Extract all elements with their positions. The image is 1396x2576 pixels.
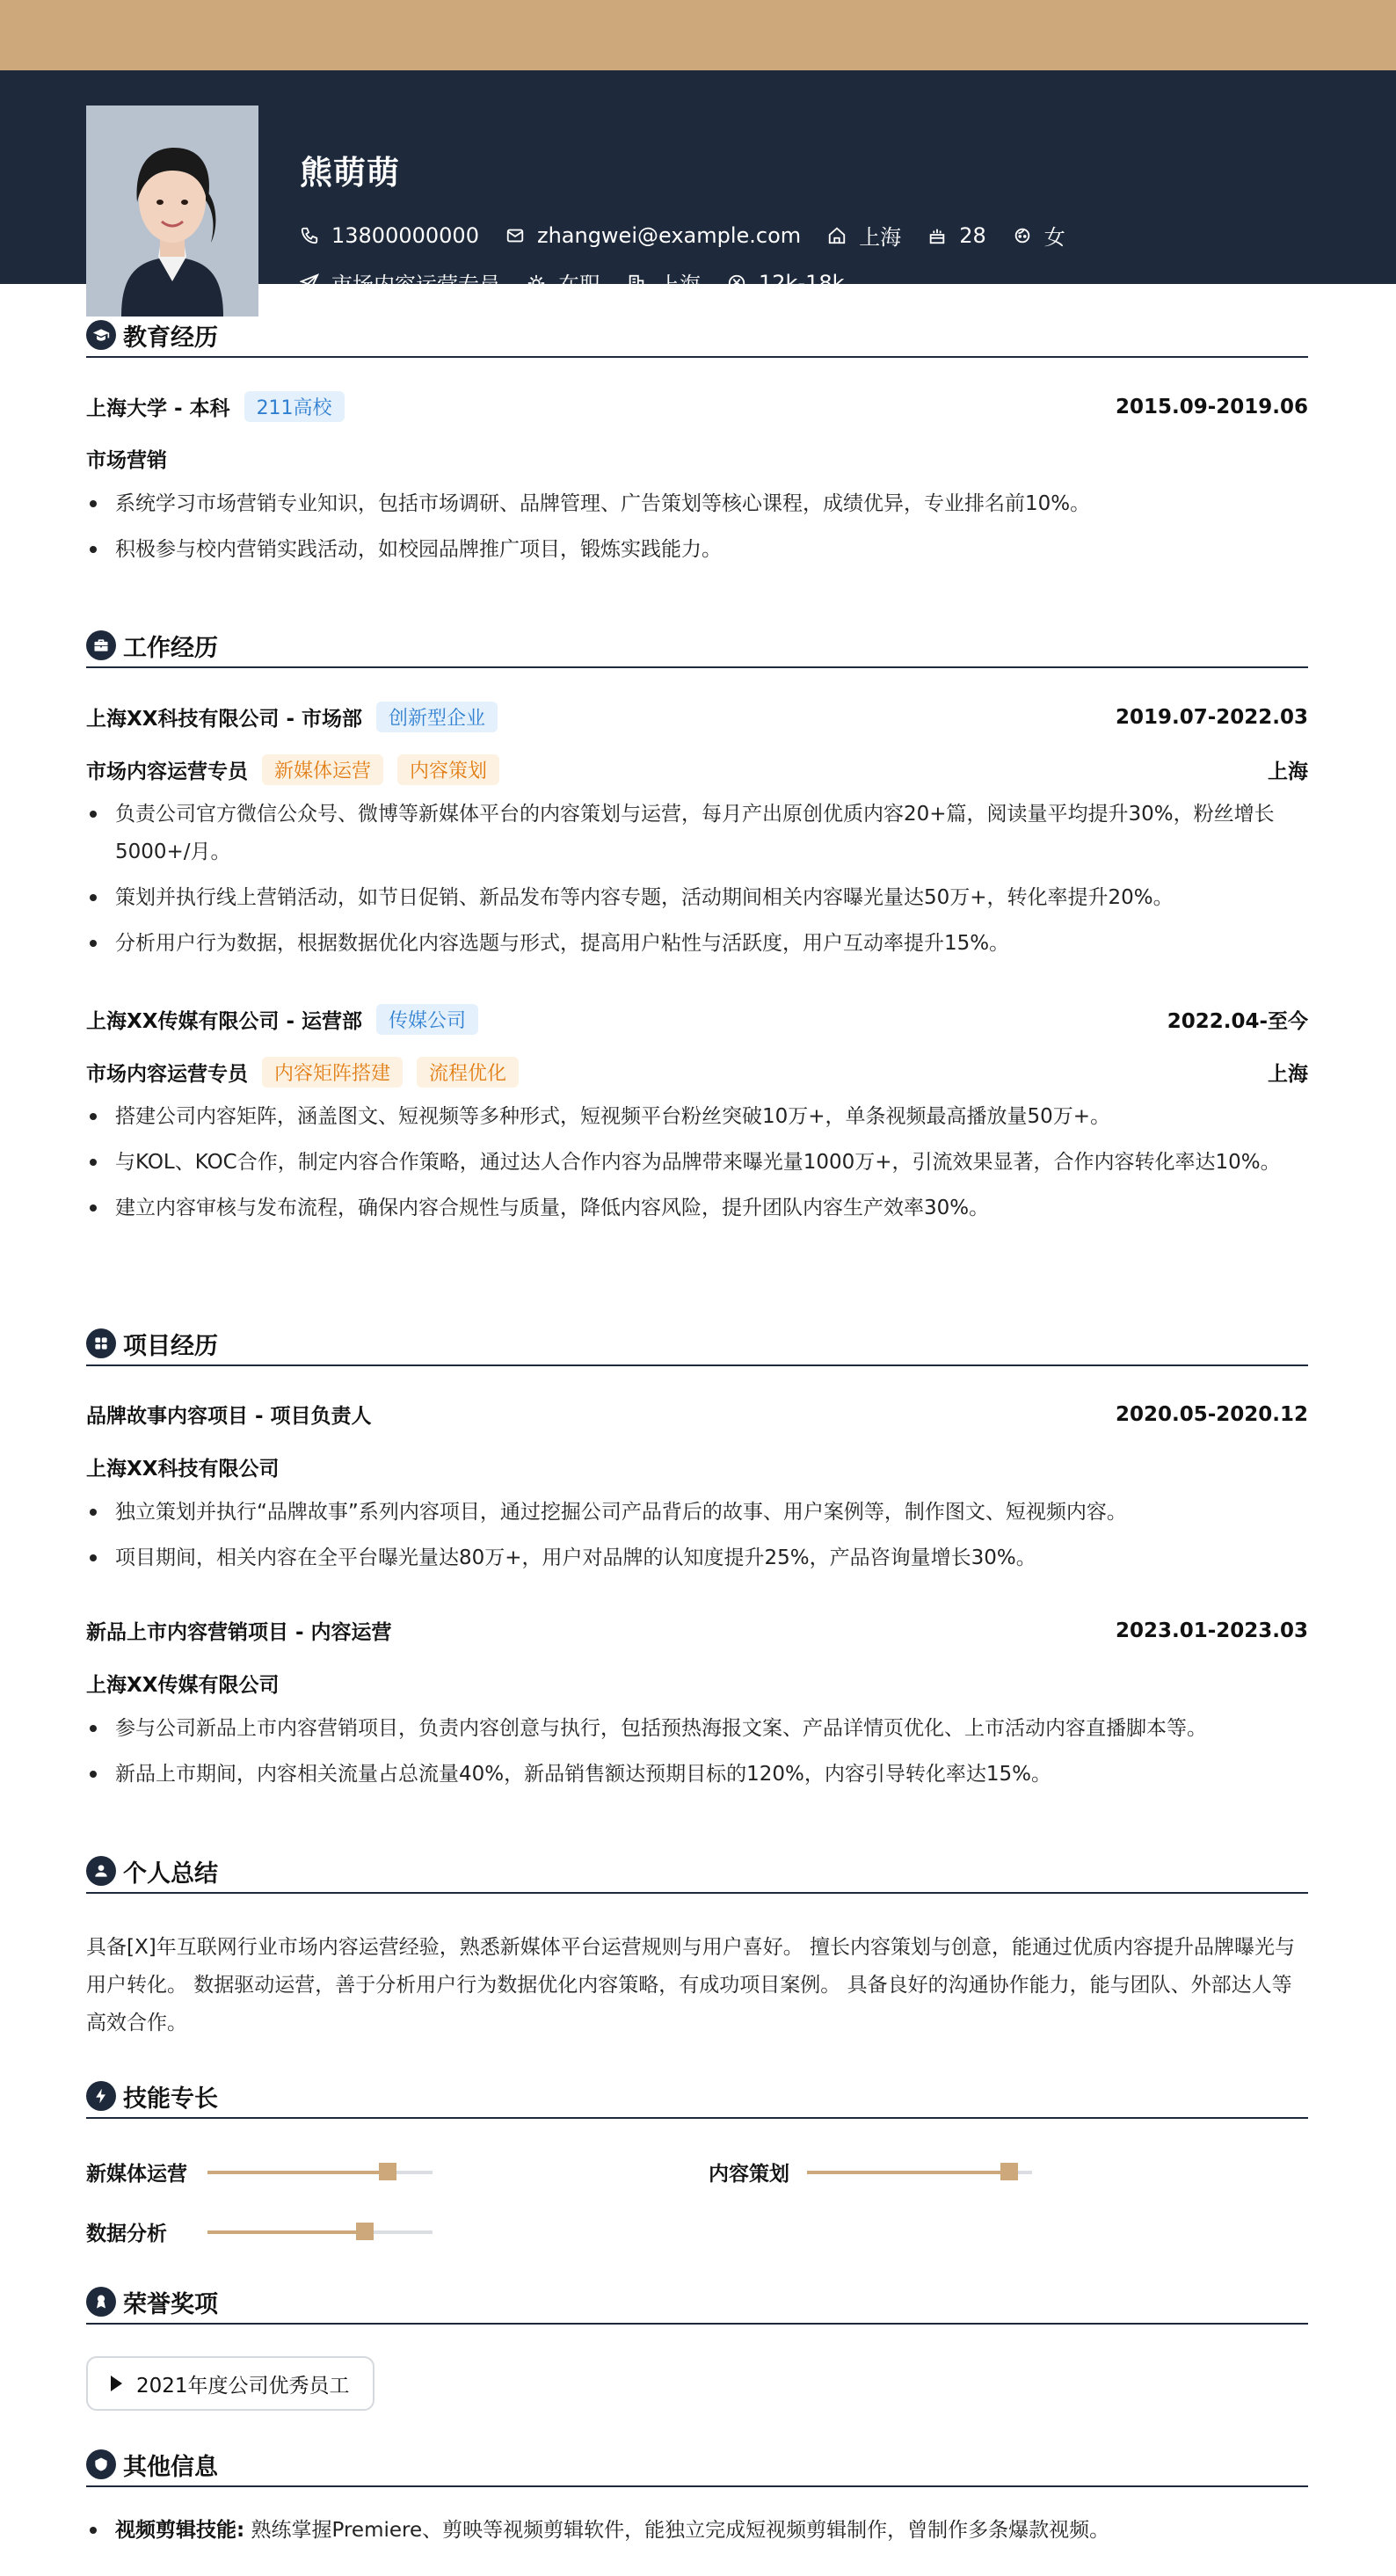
role-tag: 内容矩阵搭建 xyxy=(262,1057,403,1088)
list-item: 搭建公司内容矩阵，涵盖图文、短视频等多种形式，短视频平台粉丝突破10万+，单条视频最高播放量50万+。 xyxy=(86,1098,1308,1136)
skill-item xyxy=(86,2217,433,2246)
list-item: 与KOL、KOC合作，制定内容合作策略，通过达人合作内容为品牌带来曝光量1000万+，引流效果显著，合作内容转化率达10%。 xyxy=(86,1144,1308,1182)
job-role: 市场内容运营专员 xyxy=(86,760,248,783)
project-company: 上海XX科技有限公司 xyxy=(86,1458,280,1481)
section-title: 教育经历 xyxy=(123,324,218,352)
education-major-row xyxy=(86,444,1308,473)
city-text: 上海 xyxy=(859,225,902,250)
phone-icon xyxy=(300,226,319,245)
candidate-name: 熊萌萌 xyxy=(300,154,400,192)
summary-heading xyxy=(86,1850,1308,1894)
briefcase-icon xyxy=(86,630,116,660)
job-2-bullets xyxy=(86,1098,1308,1227)
other-heading xyxy=(86,2443,1308,2487)
section-title: 荣誉奖项 xyxy=(123,2290,218,2318)
job-date: 2022.04-至今 xyxy=(1167,1010,1308,1033)
school-name: 上海大学 - 本科 xyxy=(86,397,230,420)
city-info xyxy=(827,220,901,251)
lightning-icon xyxy=(86,2081,116,2111)
other-text: 熟练掌握Premiere、剪映等视频剪辑软件，能独立完成短视频剪辑制作，曾制作多条爆款视频。 xyxy=(251,2519,1110,2542)
skill-bar xyxy=(207,2171,433,2174)
projects-section xyxy=(86,1322,1308,1786)
award-item xyxy=(86,2356,374,2411)
status-info xyxy=(527,267,600,298)
yen-icon xyxy=(727,273,746,293)
project-2-bullets xyxy=(86,1710,1308,1794)
send-icon xyxy=(300,273,319,293)
work-city-text: 上海 xyxy=(658,273,701,297)
salary-text: 12k-18k xyxy=(759,270,845,295)
job-1-role-row xyxy=(86,754,1308,785)
skills-section xyxy=(86,2075,1308,2245)
job-2-header xyxy=(86,1004,1308,1035)
salary-info xyxy=(727,271,845,295)
skill-item xyxy=(86,2158,433,2187)
role-tag: 流程优化 xyxy=(417,1057,519,1088)
job-date: 2019.07-2022.03 xyxy=(1115,705,1308,729)
job-1-bullets xyxy=(86,796,1308,963)
project-name: 新品上市内容营销项目 - 内容运营 xyxy=(86,1621,392,1644)
home-icon xyxy=(827,226,847,245)
email-info xyxy=(505,223,801,248)
project-2-company-row xyxy=(86,1669,1308,1698)
list-item: 参与公司新品上市内容营销项目，负责内容创意与执行，包括预热海报文案、产品详情页优化、上市活动内容直播脚本等。 xyxy=(86,1710,1308,1748)
project-1-header xyxy=(86,1400,1308,1429)
project-name: 品牌故事内容项目 - 项目负责人 xyxy=(86,1405,372,1428)
skill-bar-knob xyxy=(1000,2163,1018,2180)
education-section xyxy=(86,314,1308,561)
skill-name: 内容策划 xyxy=(709,2163,789,2186)
project-1-company-row xyxy=(86,1452,1308,1481)
work-section xyxy=(86,624,1308,1219)
other-section xyxy=(86,2443,1308,2542)
email-text: zhangwei@example.com xyxy=(536,222,802,248)
role-tag: 新媒体运营 xyxy=(262,754,383,785)
work-city-info xyxy=(627,267,701,298)
project-company: 上海XX传媒有限公司 xyxy=(86,1674,280,1697)
user-icon xyxy=(86,1856,116,1886)
summary-text: 具备[X]年互联网行业市场内容运营经验，熟悉新媒体平台运营规则与用户喜好。 擅长内容策划与创意，能通过优质内容提升品牌曝光与用户转化。 数据驱动运营，善于分析用户行为数据优化内容策略，有成功项目案例。 具备良好的沟通协作能力，能与团队、外部达人等高效合作。 xyxy=(86,1936,1296,2034)
company-name: 上海XX科技有限公司 - 市场部 xyxy=(86,708,363,731)
education-date: 2015.09-2019.06 xyxy=(1115,395,1308,418)
award-icon xyxy=(86,2287,116,2317)
info-icon xyxy=(86,2449,116,2479)
company-tag: 传媒公司 xyxy=(376,1004,478,1035)
company-name: 上海XX传媒有限公司 - 运营部 xyxy=(86,1010,363,1033)
list-item: 项目期间，相关内容在全平台曝光量达80万+，用户对品牌的认知度提升25%，产品咨询量增长30%。 xyxy=(86,1539,1308,1577)
projects-heading xyxy=(86,1322,1308,1366)
status-text: 在职 xyxy=(558,273,600,297)
list-item: 系统学习市场营销专业知识，包括市场调研、品牌管理、广告策划等核心课程，成绩优异，专业排名前10%。 xyxy=(86,485,1308,523)
awards-section xyxy=(86,2281,1308,2398)
gender-icon xyxy=(1013,226,1032,245)
triangle-right-icon xyxy=(111,2376,122,2391)
mail-icon xyxy=(505,226,525,245)
status-icon xyxy=(527,273,546,293)
resume-header xyxy=(0,70,1396,297)
education-entry-header xyxy=(86,391,1308,422)
graduation-cap-icon xyxy=(86,320,116,350)
list-item: 策划并执行线上营销活动，如节日促销、新品发布等内容专题，活动期间相关内容曝光量达50万+，转化率提升20%。 xyxy=(86,879,1308,917)
work-heading xyxy=(86,624,1308,668)
list-item: 建立内容审核与发布流程，确保内容合规性与质量，降低内容风险，提升团队内容生产效率30%。 xyxy=(86,1190,1308,1227)
company-tag: 创新型企业 xyxy=(376,702,498,732)
school-tag: 211高校 xyxy=(244,391,345,422)
job-role: 市场内容运营专员 xyxy=(86,1063,248,1086)
skill-bar xyxy=(807,2171,1032,2174)
job-1-header xyxy=(86,702,1308,732)
skill-bar-knob xyxy=(379,2163,396,2180)
project-date: 2023.01-2023.03 xyxy=(1115,1619,1308,1642)
skill-name: 新媒体运营 xyxy=(86,2163,187,2186)
avatar-icon xyxy=(86,106,258,317)
skill-bar-fill xyxy=(207,2171,388,2174)
list-item: 分析用户行为数据，根据数据优化内容选题与形式，提高用户粘性与活跃度，用户互动率提升15%。 xyxy=(86,925,1308,963)
skill-name: 数据分析 xyxy=(86,2223,167,2245)
project-1-bullets xyxy=(86,1494,1308,1577)
age-info xyxy=(927,223,986,248)
building-icon xyxy=(627,273,646,293)
phone-info xyxy=(300,223,479,248)
project-2-header xyxy=(86,1616,1308,1645)
award-text: 2021年度公司优秀员工 xyxy=(136,2374,350,2398)
gender-text: 女 xyxy=(1043,225,1065,250)
profile-photo xyxy=(86,106,258,317)
major: 市场营销 xyxy=(86,449,167,472)
section-title: 项目经历 xyxy=(123,1332,218,1360)
section-title: 工作经历 xyxy=(123,634,218,662)
position-text: 市场内容运营专员 xyxy=(331,273,500,297)
role-tag: 内容策划 xyxy=(397,754,499,785)
position-info xyxy=(300,267,500,298)
skill-bar-fill xyxy=(207,2230,365,2234)
skill-item xyxy=(709,2158,1032,2187)
header-accent-band xyxy=(0,0,1396,70)
list-item: 负责公司官方微信公众号、微博等新媒体平台的内容策划与运营，每月产出原创优质内容20+篇，阅读量平均提升30%，粉丝增长5000+/月。 xyxy=(86,796,1308,871)
awards-heading xyxy=(86,2281,1308,2325)
project-date: 2020.05-2020.12 xyxy=(1115,1402,1308,1426)
age-text: 28 xyxy=(959,222,986,248)
cake-icon xyxy=(927,226,947,245)
contact-row xyxy=(300,220,1092,251)
section-title: 其他信息 xyxy=(123,2453,218,2481)
list-item: 新品上市期间，内容相关流量占总流量40%，新品销售额达预期目标的120%，内容引导转化率达15%。 xyxy=(86,1756,1308,1794)
list-item: 独立策划并执行“品牌故事”系列内容项目，通过挖掘公司产品背后的故事、用户案例等，制作图文、短视频内容。 xyxy=(86,1494,1308,1532)
summary-section xyxy=(86,1850,1308,2034)
job-intent-row xyxy=(300,267,871,298)
section-title: 技能专长 xyxy=(123,2085,218,2113)
other-item xyxy=(86,2512,1308,2550)
list-item: 积极参与校内营销实践活动，如校园品牌推广项目，锻炼实践能力。 xyxy=(86,531,1308,569)
job-location: 上海 xyxy=(1268,760,1308,783)
job-2-role-row xyxy=(86,1057,1308,1088)
gender-info xyxy=(1013,220,1065,251)
skills-heading xyxy=(86,2075,1308,2119)
skill-bar-fill xyxy=(807,2171,1009,2174)
grid-icon xyxy=(86,1328,116,1358)
job-location: 上海 xyxy=(1268,1063,1308,1086)
education-bullets xyxy=(86,485,1308,569)
education-heading xyxy=(86,314,1308,358)
phone-text: 13800000000 xyxy=(331,222,479,248)
other-label: 视频剪辑技能: xyxy=(115,2519,245,2542)
skill-bar xyxy=(207,2230,433,2234)
skill-bar-knob xyxy=(356,2223,374,2240)
section-title: 个人总结 xyxy=(123,1859,218,1888)
